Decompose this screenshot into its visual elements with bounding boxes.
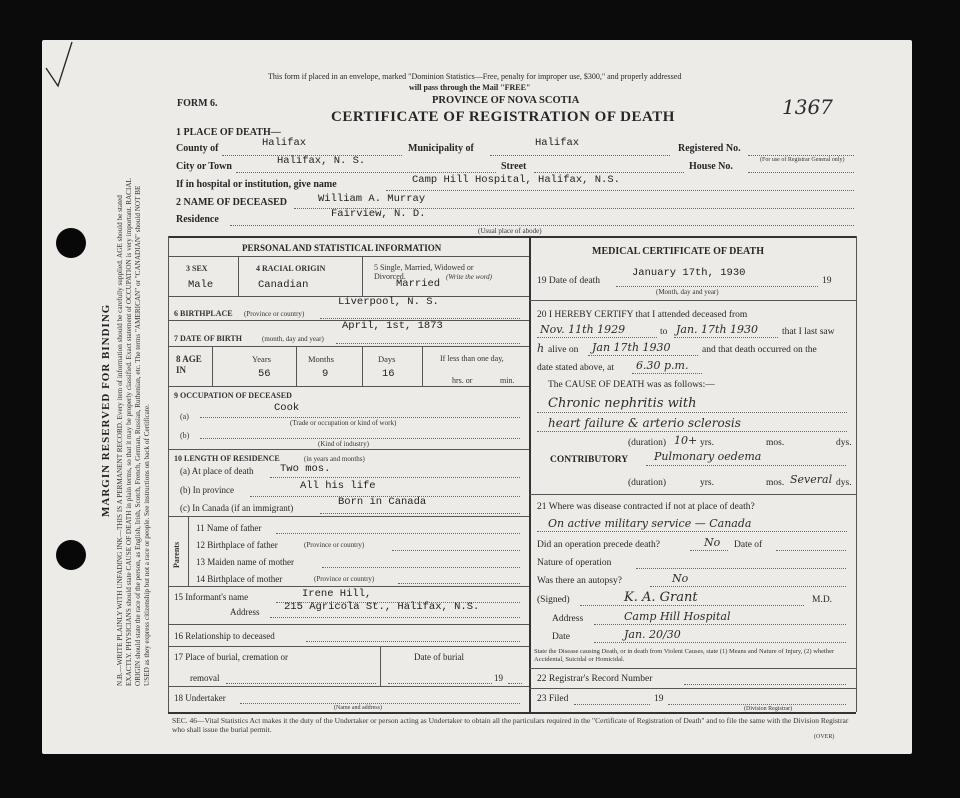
mos-label: mos. [766, 438, 785, 448]
mail-notice-1: This form if placed in an envelope, marked "Dominion Statistics—Free, penalty for improper use, $300," and properly addressed [268, 72, 682, 81]
birthplace-label: 6 BIRTHPLACE [174, 309, 233, 318]
hrs-label: hrs. or [452, 376, 473, 385]
over-label: (OVER) [814, 734, 835, 740]
binding-hole-top [56, 228, 86, 258]
operation-value: No [704, 536, 721, 549]
parents-label: Parents [172, 541, 181, 568]
division-registrar-note: (Division Registrar) [744, 706, 793, 712]
racial-origin-value: Canadian [258, 279, 309, 291]
autopsy-label: Was there an autopsy? [537, 576, 622, 586]
province-heading: PROVINCE OF NOVA SCOTIA [432, 95, 580, 106]
handwritten-number: 1367 [782, 95, 833, 119]
certify-label: 20 I HEREBY CERTIFY that I attended deceased from [537, 310, 748, 320]
date-of-op-label: Date of [734, 540, 763, 550]
contributory-value: Pulmonary oedema [654, 450, 762, 463]
dys-label: dys. [836, 438, 852, 448]
min-label: min. [500, 376, 515, 385]
mother-birthplace-note: (Province or country) [314, 575, 375, 583]
burial-year: 19 [494, 673, 503, 683]
racial-origin-label: 4 RACIAL ORIGIN [256, 264, 326, 273]
form-number: FORM 6. [177, 98, 218, 109]
date-of-death-value: January 17th, 1930 [632, 267, 746, 279]
marital-label-2: Divorced. [374, 272, 406, 281]
date-of-death-label: 19 Date of death [537, 276, 601, 286]
informant-address-value: 215 Agricola St., Halifax, N.S. [284, 601, 480, 613]
place-of-death-residence-label: (a) At place of death [180, 466, 254, 476]
filed-year: 19 [654, 694, 664, 704]
binding-hole-bottom [56, 540, 86, 570]
margin-instructions: N.B.—WRITE PLAINLY WITH UNFADING INK—THIS IS A PERMANENT RECORD. Every item of information should be carefully supplied. AGE should be stated EXACTLY. PHYSICIANS should state CAUSE OF DEATH in plain terms, so that it may be properly classified. Exact statement of OCCUPATION is very important. RACIAL ORIGIN should state the race of the person, as English, Irish, Scotch, French, German, Russian, Ruthenian, etc. The terms "AMERICAN" or "CANADIAN" should NOT BE USED as they express citizenship but not a race or people. See instructions on back of Certificate. [116, 178, 152, 686]
length-residence-note: (in years and months) [304, 455, 365, 463]
in-canada-label: (c) In Canada (if an immigrant) [180, 503, 294, 513]
death-time: 6.30 p.m. [636, 359, 689, 372]
municipality-label: Municipality of [408, 143, 474, 154]
sec46-note: SEC. 46—Vital Statistics Act makes it the duty of the Undertaker or person acting as Undertaker to obtain all the particulars required in the "Certificate of Registration of Death" and to file the same with the Division Registrar who shall issue the burial permit. [172, 716, 849, 734]
dys-label-2: dys. [836, 478, 852, 488]
place-of-death-heading: 1 PLACE OF DEATH— [176, 127, 281, 138]
registered-no-label: Registered No. [678, 143, 741, 154]
cause-duration: 10+ [674, 434, 698, 447]
dob-value: April, 1st, 1873 [342, 320, 443, 332]
months-label: Months [308, 354, 334, 364]
mother-birthplace-label: 14 Birthplace of mother [196, 574, 283, 584]
violent-causes-note: State the Disease causing Death, or in death from Violent Causes, state (1) Means and Nature of Injury, (2) whether Accidental, Suicidal or Homicidal. [534, 648, 835, 663]
abode-note: (Usual place of abode) [478, 227, 542, 235]
marital-value: Married [396, 278, 441, 290]
cause-label: The CAUSE OF DEATH was as follows:— [548, 380, 715, 390]
in-province-value: All his life [300, 480, 376, 492]
duration-label: (duration) [628, 438, 666, 448]
certificate-title: CERTIFICATE OF REGISTRATION OF DEATH [331, 109, 675, 125]
father-birthplace-label: 12 Birthplace of father [196, 540, 278, 550]
duration-label-2: (duration) [628, 478, 666, 488]
mail-notice-2: will pass through the Mail "FREE" [409, 83, 531, 92]
registrar-record-label: 22 Registrar's Record Number [537, 674, 653, 684]
occ-a-note: (Trade or occupation or kind of work) [290, 419, 397, 427]
marital-label-1: 5 Single, Married, Widowed or [374, 263, 474, 272]
deceased-name-label: 2 NAME OF DECEASED [176, 197, 288, 208]
nature-op-label: Nature of operation [537, 558, 612, 568]
less-than-day-label: If less than one day, [440, 354, 504, 363]
contributory-label: CONTRIBUTORY [550, 455, 629, 465]
days-value: 16 [382, 368, 395, 380]
county-label: County of [176, 143, 219, 154]
filed-label: 23 Filed [537, 694, 569, 704]
alive-on-date: Jan 17th 1930 [592, 341, 671, 354]
years-value: 56 [258, 368, 271, 380]
city-label: City or Town [176, 161, 232, 172]
last-saw-label: that I last saw [782, 327, 835, 337]
age-label: 8 AGE IN [176, 354, 202, 375]
cause-line-2: heart failure & arterio sclerosis [548, 416, 741, 430]
attended-from-date: Nov. 11th 1929 [540, 323, 626, 336]
municipality-value: Halifax [535, 137, 580, 149]
registrar-note: (For use of Registrar General only) [760, 157, 845, 163]
dob-note: (month, day and year) [262, 335, 324, 343]
father-birthplace-note: (Province or country) [304, 541, 365, 549]
occupation-value: Cook [274, 402, 300, 414]
birthplace-note: (Province or country) [244, 310, 305, 318]
hospital-value: Camp Hill Hospital, Halifax, N.S. [412, 174, 620, 186]
informant-address-label: Address [230, 607, 260, 617]
death-occurred-label: and that death occurred on the [702, 345, 817, 355]
operation-label: Did an operation precede death? [537, 540, 660, 550]
informant-value: Irene Hill, [302, 588, 372, 600]
hospital-label: If in hospital or institution, give name [176, 179, 337, 190]
length-residence-label: 10 LENGTH OF RESIDENCE [174, 454, 280, 463]
street-label: Street [501, 161, 527, 172]
alive-prefix: h [537, 342, 545, 355]
dob-label: 7 DATE OF BIRTH [174, 334, 242, 343]
county-value: Halifax [262, 137, 307, 149]
father-name-label: 11 Name of father [196, 523, 262, 533]
contracted-label: 21 Where was disease contracted if not at place of death? [537, 502, 755, 512]
checkmark-icon [44, 40, 74, 90]
days-label: Days [378, 354, 396, 364]
place-of-death-residence-value: Two mos. [280, 463, 331, 475]
in-province-label: (b) In province [180, 485, 234, 495]
autopsy-value: No [672, 572, 689, 585]
occupation-label: 9 OCCUPATION OF DECEASED [174, 391, 292, 400]
burial-label-1: 17 Place of burial, cremation or [174, 652, 288, 662]
physician-signature: K. A. Grant [624, 590, 698, 605]
mother-maiden-label: 13 Maiden name of mother [196, 557, 294, 567]
occ-a-marker: (a) [180, 412, 189, 421]
years-label: Years [252, 354, 271, 364]
in-canada-value: Born in Canada [338, 496, 427, 508]
deceased-name: William A. Murray [318, 193, 426, 205]
cause-line-1: Chronic nephritis with [548, 396, 697, 411]
house-no-label: House No. [689, 161, 733, 172]
residence-label: Residence [176, 214, 219, 225]
physician-address: Camp Hill Hospital [624, 610, 731, 623]
to-label: to [660, 327, 668, 337]
marital-note: (Write the word) [446, 273, 493, 281]
signed-date-label: Date [552, 632, 570, 642]
margin-reserved-label: MARGIN RESERVED FOR BINDING [100, 303, 112, 517]
sex-value: Male [188, 279, 214, 291]
attended-to-date: Jan. 17th 1930 [676, 323, 759, 336]
yrs-label-2: yrs. [700, 478, 714, 488]
signed-date: Jan. 20/30 [624, 628, 681, 641]
alive-on-label: alive on [548, 345, 579, 355]
medical-heading: MEDICAL CERTIFICATE OF DEATH [592, 246, 764, 257]
contributory-duration: Several [790, 473, 833, 486]
undertaker-label: 18 Undertaker [174, 693, 226, 703]
sex-label: 3 SEX [186, 264, 208, 273]
physician-address-label: Address [552, 614, 584, 624]
date-stated-label: date stated above, at [537, 363, 615, 373]
city-value: Halifax, N. S. [277, 155, 366, 167]
undertaker-note: (Name and address) [334, 705, 382, 711]
date-of-death-year: 19 [822, 276, 832, 286]
informant-label: 15 Informant's name [174, 592, 249, 602]
md-label: M.D. [812, 595, 833, 605]
months-value: 9 [322, 368, 329, 380]
date-of-death-note: (Month, day and year) [656, 288, 719, 296]
residence-value: Fairview, N. D. [331, 208, 426, 220]
birthplace-value: Liverpool, N. S. [338, 296, 439, 308]
yrs-label: yrs. [700, 438, 714, 448]
personal-heading: PERSONAL AND STATISTICAL INFORMATION [242, 243, 442, 253]
burial-date-label: Date of burial [414, 652, 464, 662]
signed-label: (Signed) [537, 595, 570, 605]
relationship-label: 16 Relationship to deceased [174, 631, 275, 641]
contracted-value: On active military service — Canada [548, 517, 752, 530]
mos-label-2: mos. [766, 478, 785, 488]
burial-label-2: removal [190, 673, 220, 683]
occ-b-note: (Kind of industry) [318, 440, 369, 448]
occ-b-marker: (b) [180, 431, 190, 440]
